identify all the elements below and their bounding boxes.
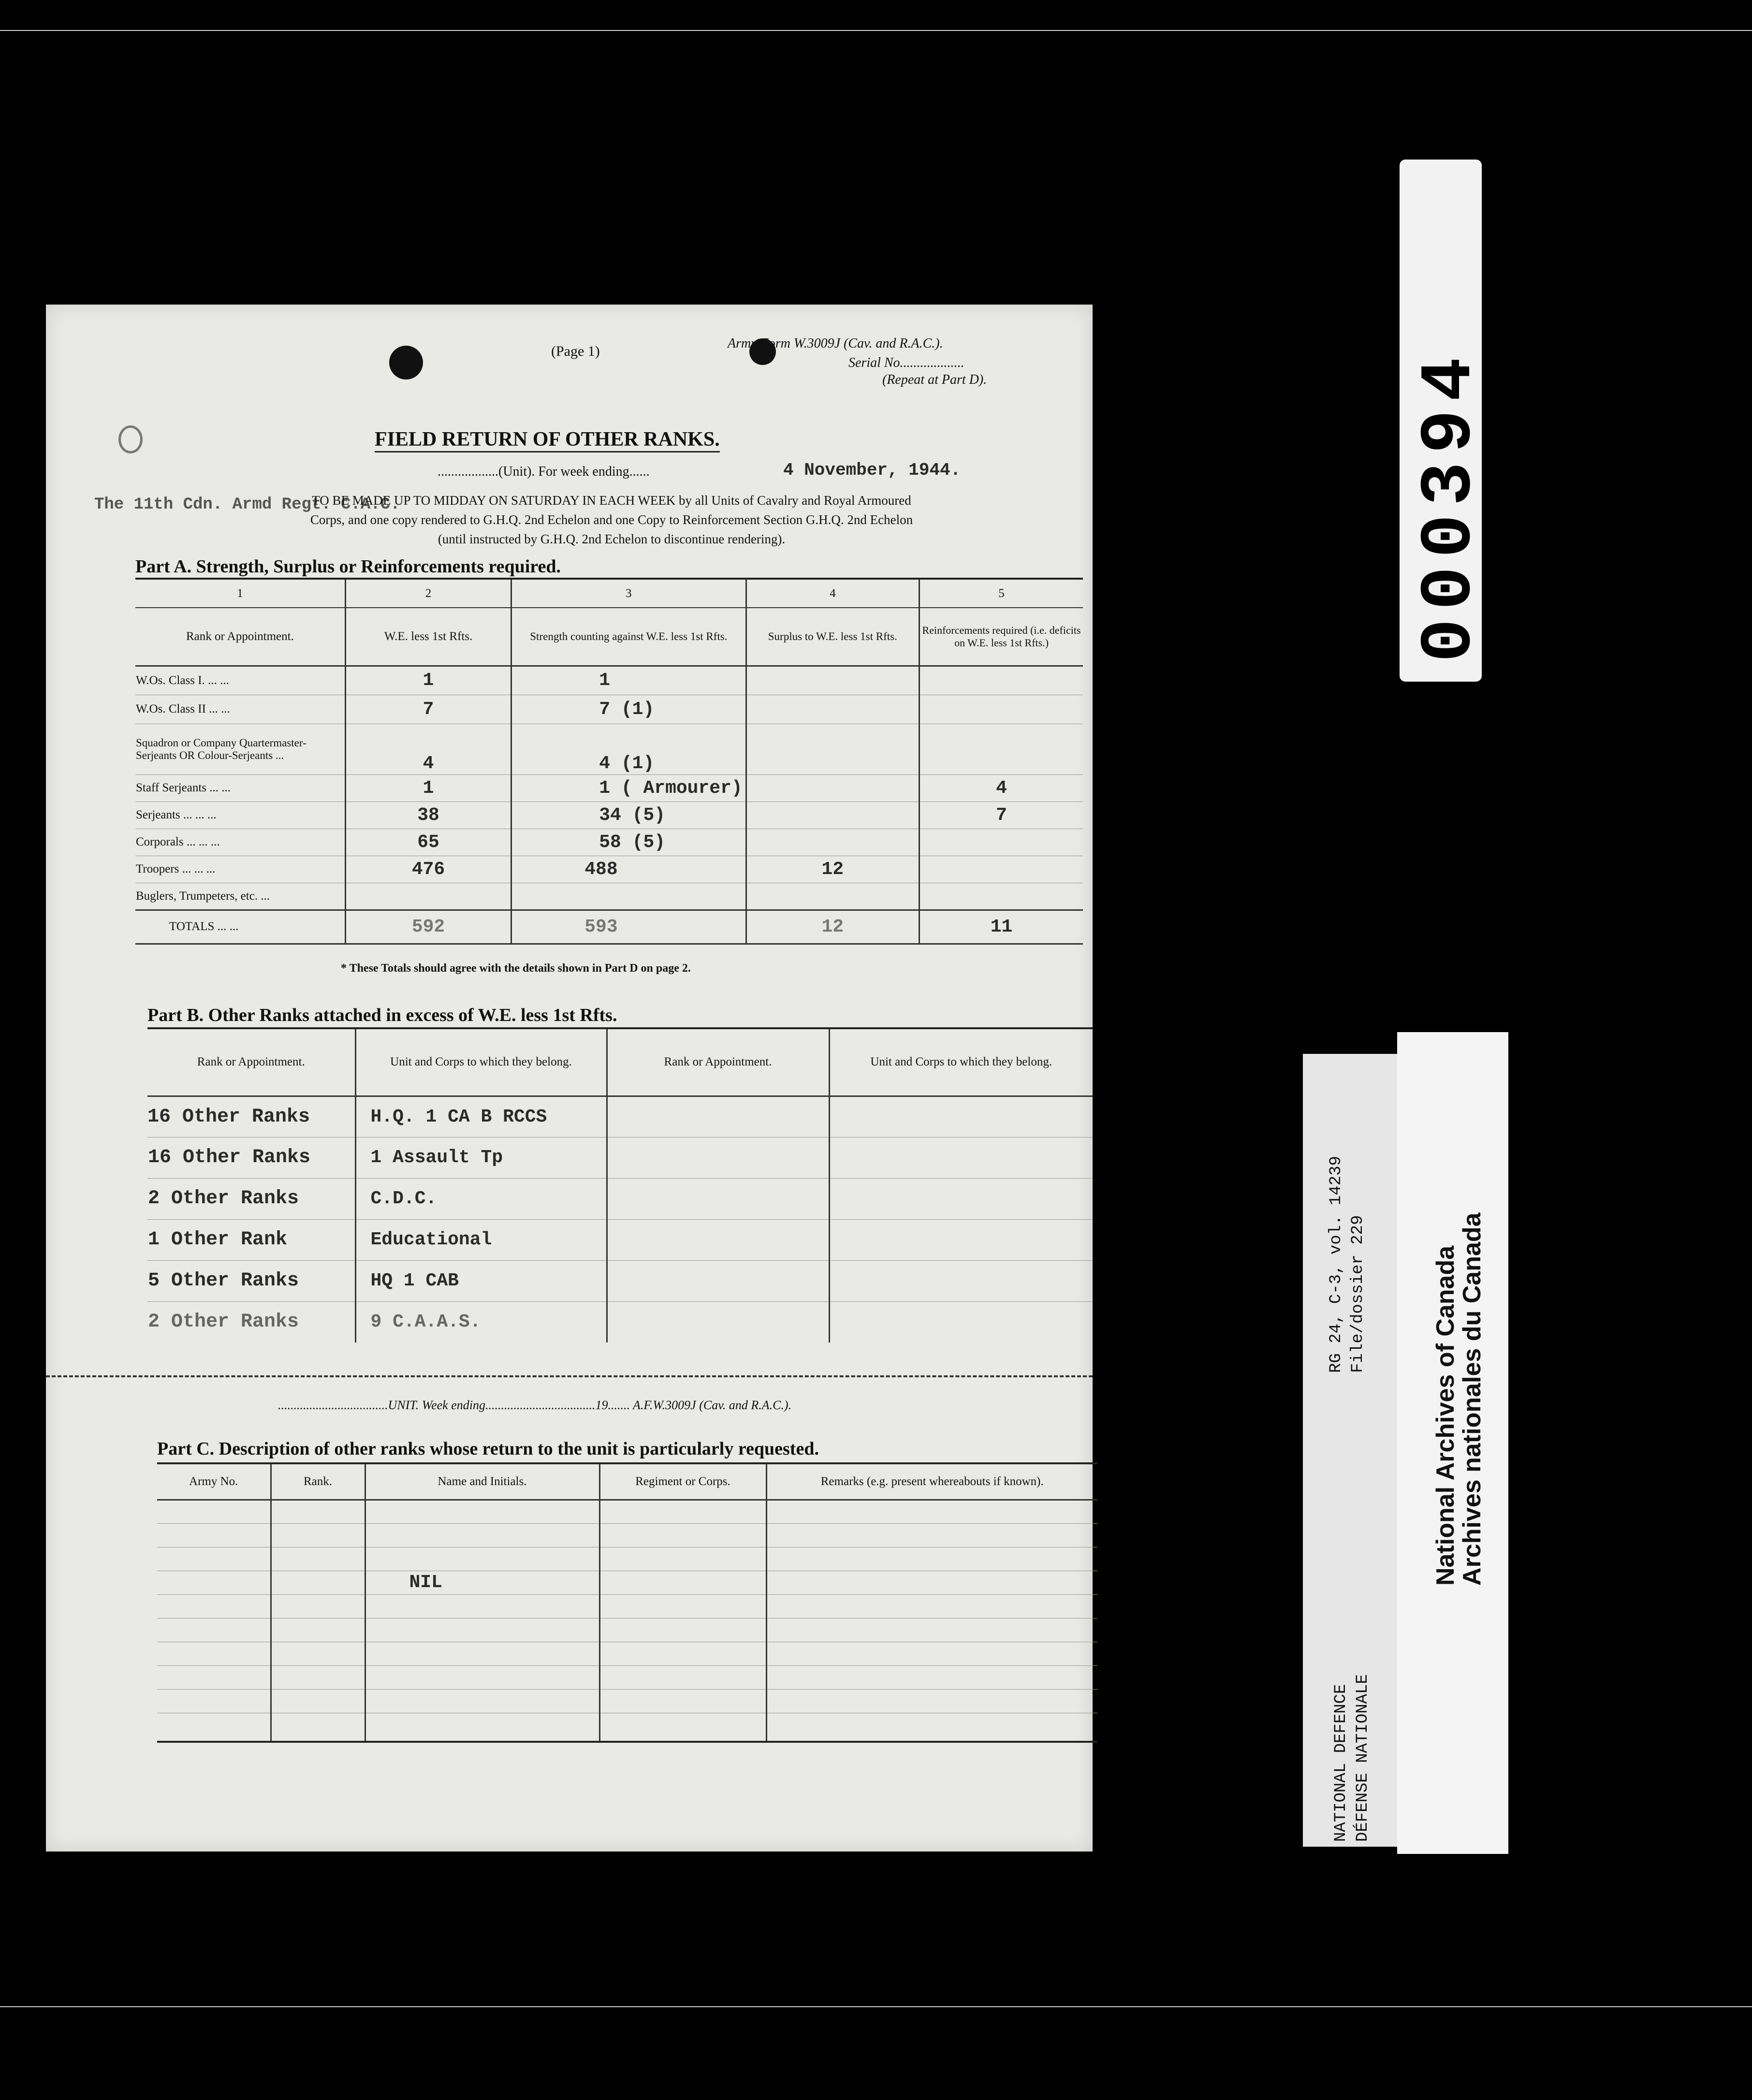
table-row <box>135 695 1083 724</box>
unit-name: The 11th Cdn. Armd Regt. C.A.C. <box>94 496 400 514</box>
table-row <box>147 1137 1093 1178</box>
col-header-surplus: Surplus to W.E. less 1st Rfts. <box>746 608 920 666</box>
reinf-cell <box>920 666 1083 695</box>
surplus-cell <box>746 724 920 774</box>
rank-cell: 1 Other Rank <box>147 1219 355 1260</box>
department-en: NATIONAL DEFENCE <box>1332 1684 1350 1842</box>
col-header-regiment: Regiment or Corps. <box>599 1463 766 1500</box>
total-surplus: 12 <box>746 910 920 944</box>
col-header-we: W.E. less 1st Rfts. <box>345 608 511 666</box>
part-b-heading: Part B. Other Ranks attached in excess of W.E. less 1st Rfts. <box>147 1005 617 1025</box>
part-a-heading: Part A. Strength, Surplus or Reinforcements required. <box>135 556 561 577</box>
rank-cell: 5 Other Ranks <box>147 1260 355 1301</box>
form-reference: Army Form W.3009J (Cav. and R.A.C.). <box>728 336 943 351</box>
totals-row <box>135 910 1083 944</box>
table-row <box>135 883 1083 910</box>
rank-cell: 16 Other Ranks <box>147 1137 355 1178</box>
we-cell: 38 <box>345 802 511 829</box>
col-header-name: Name and Initials. <box>365 1463 599 1500</box>
we-cell: 1 <box>345 666 511 695</box>
col-number: 4 <box>746 579 920 608</box>
tear-section-line: ...................................UNIT. Week ending...................................19....... A.F.W.3009J (Cav. and R.A.C.). <box>278 1398 792 1412</box>
frame-digit: 9 <box>1409 401 1491 453</box>
totals-label: TOTALS ... ... <box>169 920 239 933</box>
reinf-cell <box>920 829 1083 856</box>
table-row <box>147 1096 1093 1137</box>
rank-cell: Staff Serjeants ... ... <box>135 774 345 802</box>
serial-number: Serial No................... <box>848 355 964 370</box>
we-cell: 65 <box>345 829 511 856</box>
table-row <box>135 666 1083 695</box>
strength-cell <box>511 883 746 910</box>
table-row <box>147 1260 1093 1301</box>
part-a-table <box>135 578 1083 945</box>
surplus-cell: 12 <box>746 856 920 883</box>
punch-hole <box>389 346 423 379</box>
unit-line: ..................(Unit). For week ending...... <box>438 464 650 479</box>
tear-line <box>46 1375 1093 1377</box>
table-row <box>147 1178 1093 1219</box>
rank-cell: Troopers ... ... ... <box>135 856 345 883</box>
total-strength: 593 <box>511 910 746 944</box>
col-number: 2 <box>345 579 511 608</box>
frame-number <box>1409 349 1491 662</box>
rank-cell: Squadron or Company Quartermaster-Serjeants OR Colour-Serjeants ... <box>135 724 345 774</box>
col-header-unit: Unit and Corps to which they belong. <box>355 1028 607 1096</box>
surplus-cell <box>746 666 920 695</box>
we-cell: 1 <box>345 774 511 802</box>
col-header-rank: Rank or Appointment. <box>607 1028 829 1096</box>
archive-file: File/dossier 229 <box>1349 1215 1367 1373</box>
strength-cell: 4 (1) <box>511 724 746 774</box>
col-header-army-no: Army No. <box>189 1474 238 1488</box>
strength-cell: 1 ( Armourer) <box>511 774 746 802</box>
total-we: 592 <box>345 910 511 944</box>
part-c-table <box>157 1462 1097 1743</box>
reinf-cell <box>920 695 1083 724</box>
frame-digit: 0 <box>1409 505 1491 558</box>
col-header-rank: Rank or Appointment. <box>186 629 294 643</box>
strength-cell: 58 (5) <box>511 829 746 856</box>
table-row <box>147 1219 1093 1260</box>
unit-cell: 9 C.A.A.S. <box>355 1301 607 1342</box>
unit-cell: H.Q. 1 CA B RCCS <box>355 1096 607 1137</box>
surplus-cell <box>746 802 920 829</box>
table-row <box>135 724 1083 774</box>
rank-cell: Buglers, Trumpeters, etc. ... <box>136 889 270 903</box>
department-fr: DÉFENSE NATIONALE <box>1354 1674 1372 1842</box>
rank-cell: W.Os. Class II ... ... <box>135 695 345 724</box>
rank-cell: Corporals ... ... ... <box>135 829 345 856</box>
col-header-rank: Rank or Appointment. <box>197 1055 305 1069</box>
instruction-line: (until instructed by G.H.Q. 2nd Echelon to discontinue rendering). <box>438 532 786 546</box>
reinf-cell: 4 <box>920 774 1083 802</box>
rank-cell: 16 Other Ranks <box>147 1096 355 1137</box>
surplus-cell <box>746 774 920 802</box>
table-row <box>147 1301 1093 1342</box>
table-row <box>157 1571 1097 1594</box>
surplus-cell <box>746 695 920 724</box>
instructions <box>147 491 1076 549</box>
frame-digit: 4 <box>1409 349 1491 401</box>
unit-cell: 1 Assault Tp <box>355 1137 607 1178</box>
frame-digit: 0 <box>1409 557 1491 610</box>
surplus-cell <box>746 883 920 910</box>
instruction-line: Corps, and one copy rendered to G.H.Q. 2nd Echelon and one Copy to Reinforcement Section G.H.Q. 2nd Echelon <box>310 512 913 527</box>
unit-cell: C.D.C. <box>355 1178 607 1219</box>
we-cell: 476 <box>345 856 511 883</box>
table-row <box>135 774 1083 802</box>
nil-entry: NIL <box>365 1571 599 1594</box>
strength-cell: 488 <box>511 856 746 883</box>
frame-digit: 3 <box>1409 453 1491 506</box>
surplus-cell <box>746 829 920 856</box>
we-cell <box>345 883 511 910</box>
col-header-strength: Strength counting against W.E. less 1st Rfts. <box>511 608 746 666</box>
rank-cell: 2 Other Ranks <box>147 1178 355 1219</box>
part-c-heading: Part C. Description of other ranks whose return to the unit is particularly requested. <box>157 1439 819 1459</box>
we-cell: 4 <box>345 724 511 774</box>
archive-reference: RG 24, C-3, vol. 14239 <box>1327 1156 1345 1373</box>
page-number: (Page 1) <box>551 343 600 359</box>
col-header-reinforcements: Reinforcements required (i.e. deficits on W.E. less 1st Rfts.) <box>920 608 1083 666</box>
archives-name-en: National Archives of Canada <box>1431 1245 1460 1586</box>
col-number: 3 <box>511 579 746 608</box>
strength-cell: 7 (1) <box>511 695 746 724</box>
top-border-line <box>0 30 1752 31</box>
archives-name-fr: Archives nationales du Canada <box>1458 1212 1486 1586</box>
col-header-remarks: Remarks (e.g. present whereabouts if known). <box>766 1463 1097 1500</box>
week-ending-date: 4 November, 1944. <box>783 460 961 480</box>
col-number: 1 <box>237 586 243 600</box>
reinf-cell: 7 <box>920 802 1083 829</box>
rank-cell: 2 Other Ranks <box>148 1311 299 1333</box>
form-title: FIELD RETURN OF OTHER RANKS. <box>375 428 720 452</box>
col-number: 5 <box>920 579 1083 608</box>
circle-mark <box>118 425 143 453</box>
rank-cell: Serjeants ... ... ... <box>135 802 345 829</box>
repeat-note: (Repeat at Part D). <box>882 372 987 387</box>
reinf-cell <box>920 856 1083 883</box>
strength-cell: 34 (5) <box>511 802 746 829</box>
frame-digit: 0 <box>1409 610 1491 662</box>
reinf-cell <box>920 883 1083 910</box>
table-row <box>135 802 1083 829</box>
totals-footnote: * These Totals should agree with the details shown in Part D on page 2. <box>341 962 691 975</box>
instruction-line: TO BE MADE UP TO MIDDAY ON SATURDAY IN EACH WEEK by all Units of Cavalry and Royal Armoured <box>312 493 911 508</box>
reinf-cell <box>920 724 1083 774</box>
we-cell: 7 <box>345 695 511 724</box>
table-row <box>135 856 1083 883</box>
col-header-unit: Unit and Corps to which they belong. <box>829 1028 1093 1096</box>
strength-cell: 1 <box>511 666 746 695</box>
unit-cell: HQ 1 CAB <box>355 1260 607 1301</box>
unit-cell: Educational <box>355 1219 607 1260</box>
bottom-border-line <box>0 2006 1752 2007</box>
col-header-rank: Rank. <box>271 1463 365 1500</box>
table-row <box>135 829 1083 856</box>
rank-cell: W.Os. Class I. ... ... <box>135 666 345 695</box>
archive-reference-strip <box>1303 1054 1400 1847</box>
total-reinf: 11 <box>920 910 1083 944</box>
field-return-form <box>46 305 1093 1852</box>
part-b-table <box>147 1027 1093 1342</box>
